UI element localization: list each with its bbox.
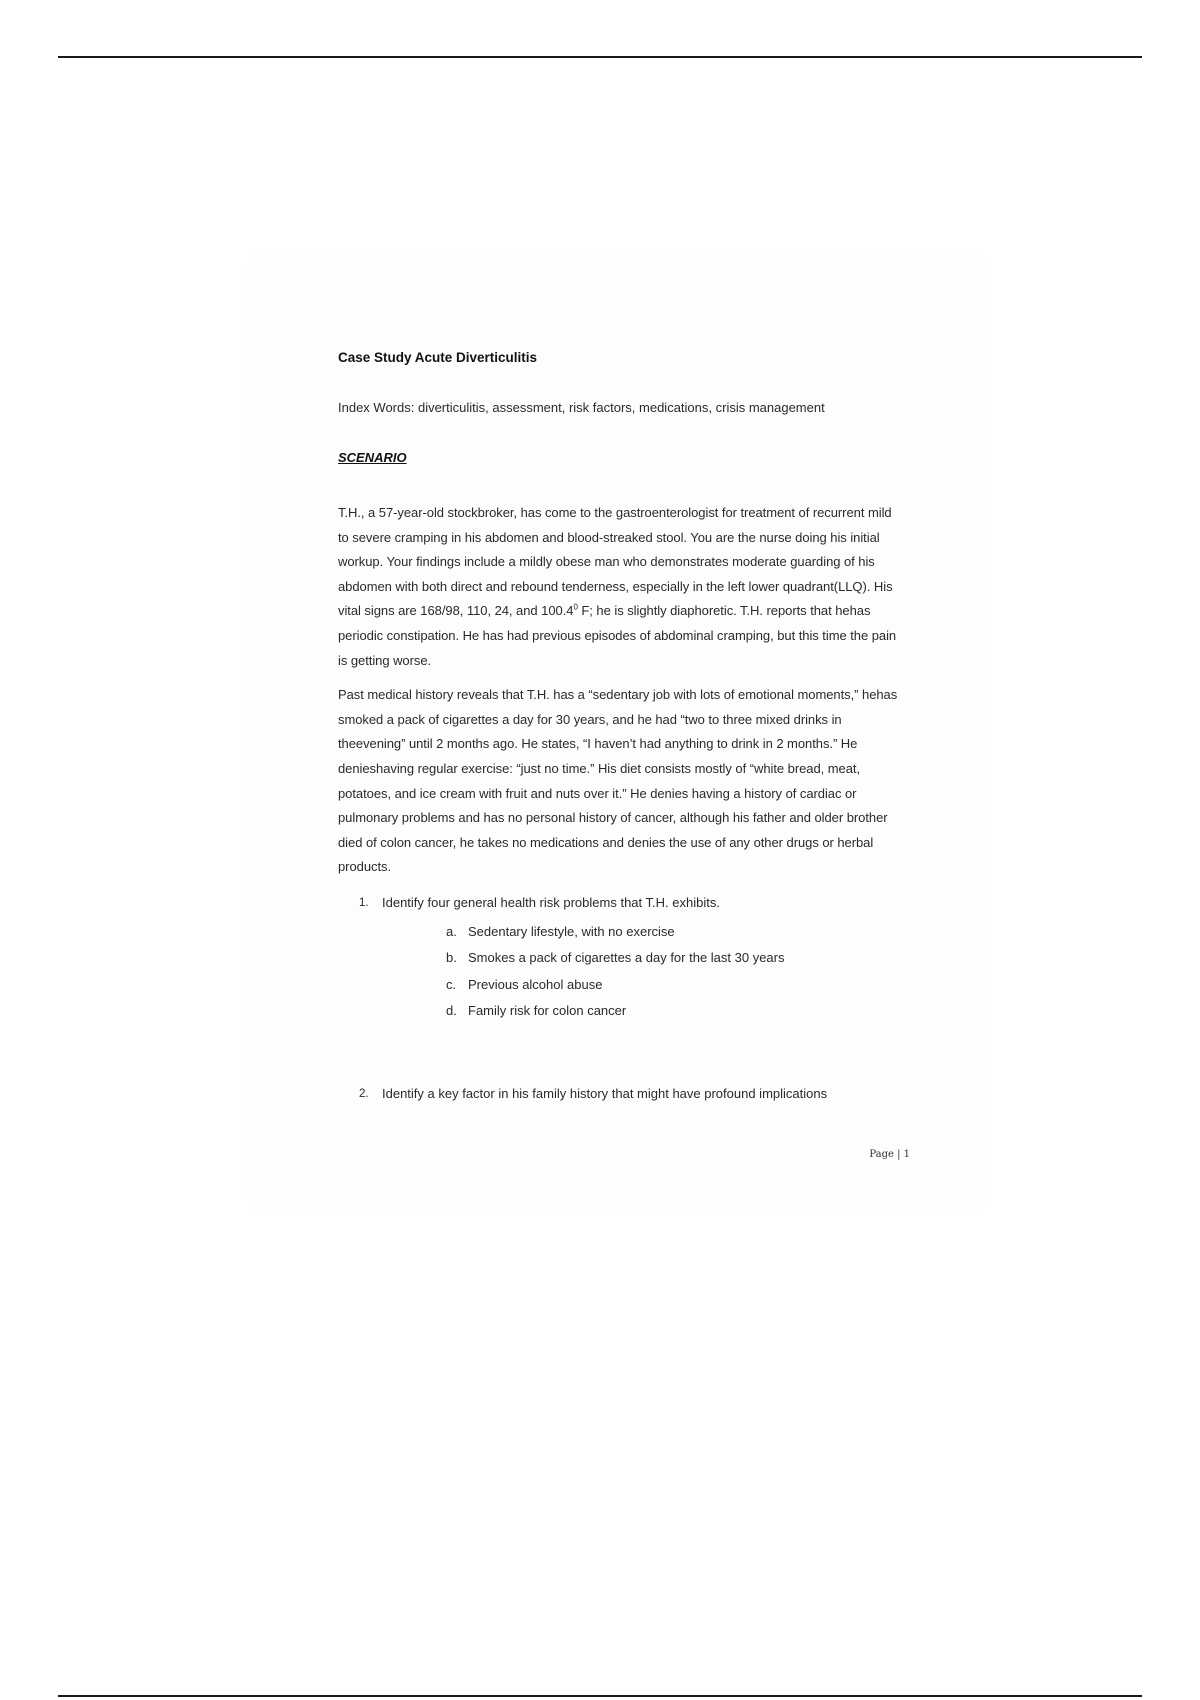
- answer-letter: a.: [446, 923, 457, 939]
- bottom-divider: [58, 1695, 1142, 1697]
- question-text: Identify four general health risk problems that T.H. exhibits.: [382, 894, 720, 910]
- page-number: Page | 1: [869, 1149, 910, 1160]
- question-item-2: [338, 1083, 898, 1105]
- index-words: Index Words: diverticulitis, assessment, risk factors, medications, crisis management: [338, 400, 825, 415]
- question-item-1: [338, 892, 898, 1025]
- document-title: Case Study Acute Diverticulitis: [338, 350, 538, 365]
- degree-superscript: 0: [573, 603, 578, 613]
- answer-letter: c.: [446, 976, 457, 992]
- top-divider: [58, 56, 1142, 58]
- document-content: [338, 348, 898, 1105]
- question-number: 2.: [359, 1087, 369, 1100]
- answer-text: Previous alcohol abuse: [468, 976, 603, 992]
- answer-item: [382, 972, 898, 999]
- paragraph-1-text-a: T.H., a 57-year-old stockbroker, has come to the gastroenterologist for treatment of recurrent mild to severe cramping in his abdomen and blood-streaked stool. You are the nurse doing his initial workup. Your findings include a mildly obese man who demonstrates moderate guarding of his abdomen with both direct and rebound tenderness, especially in the left lower quadrant(LLQ). His vital signs are 168/98, 110, 24, and 100.4: [338, 505, 893, 619]
- question-text: Identify a key factor in his family history that might have profound implications: [382, 1085, 828, 1101]
- answer-text: Family risk for colon cancer: [468, 1003, 627, 1019]
- answer-letter: d.: [446, 1003, 457, 1019]
- question-list: [338, 892, 898, 1105]
- scenario-paragraph-1: [338, 501, 898, 673]
- answer-item: [382, 945, 898, 972]
- answer-item: [382, 998, 898, 1025]
- paragraph-1-text-b: F; he is slightly diaphoretic. T.H. reports that hehas periodic constipation. He has had previous episodes of abdominal cramping, but this time the pain is getting worse.: [338, 603, 897, 668]
- answer-item: [382, 919, 898, 946]
- answer-text: Sedentary lifestyle, with no exercise: [468, 923, 675, 939]
- answer-letter: b.: [446, 950, 457, 966]
- question-number: 1.: [359, 896, 369, 909]
- scenario-paragraph-2: Past medical history reveals that T.H. has a “sedentary job with lots of emotional moments,” hehas smoked a pack of cigarettes a day for 30 years, and he had “two to three mixed drinks in theevening” until 2 months ago. He states, “I haven’t had anything to drink in 2 months.” He denieshaving regular exercise: “just no time.” His diet consists mostly of “white bread, meat, potatoes, and ice cream with fruit and nuts over it.” He denies having a history of cardiac or pulmonary problems and has no personal history of cancer, although his father and older brother died of colon cancer, he takes no medications and denies the use of any other drugs or herbal products.: [338, 687, 898, 875]
- section-heading-scenario: SCENARIO: [338, 450, 407, 465]
- answer-text: Smokes a pack of cigarettes a day for the last 30 years: [468, 950, 785, 966]
- answer-list: [382, 919, 898, 1025]
